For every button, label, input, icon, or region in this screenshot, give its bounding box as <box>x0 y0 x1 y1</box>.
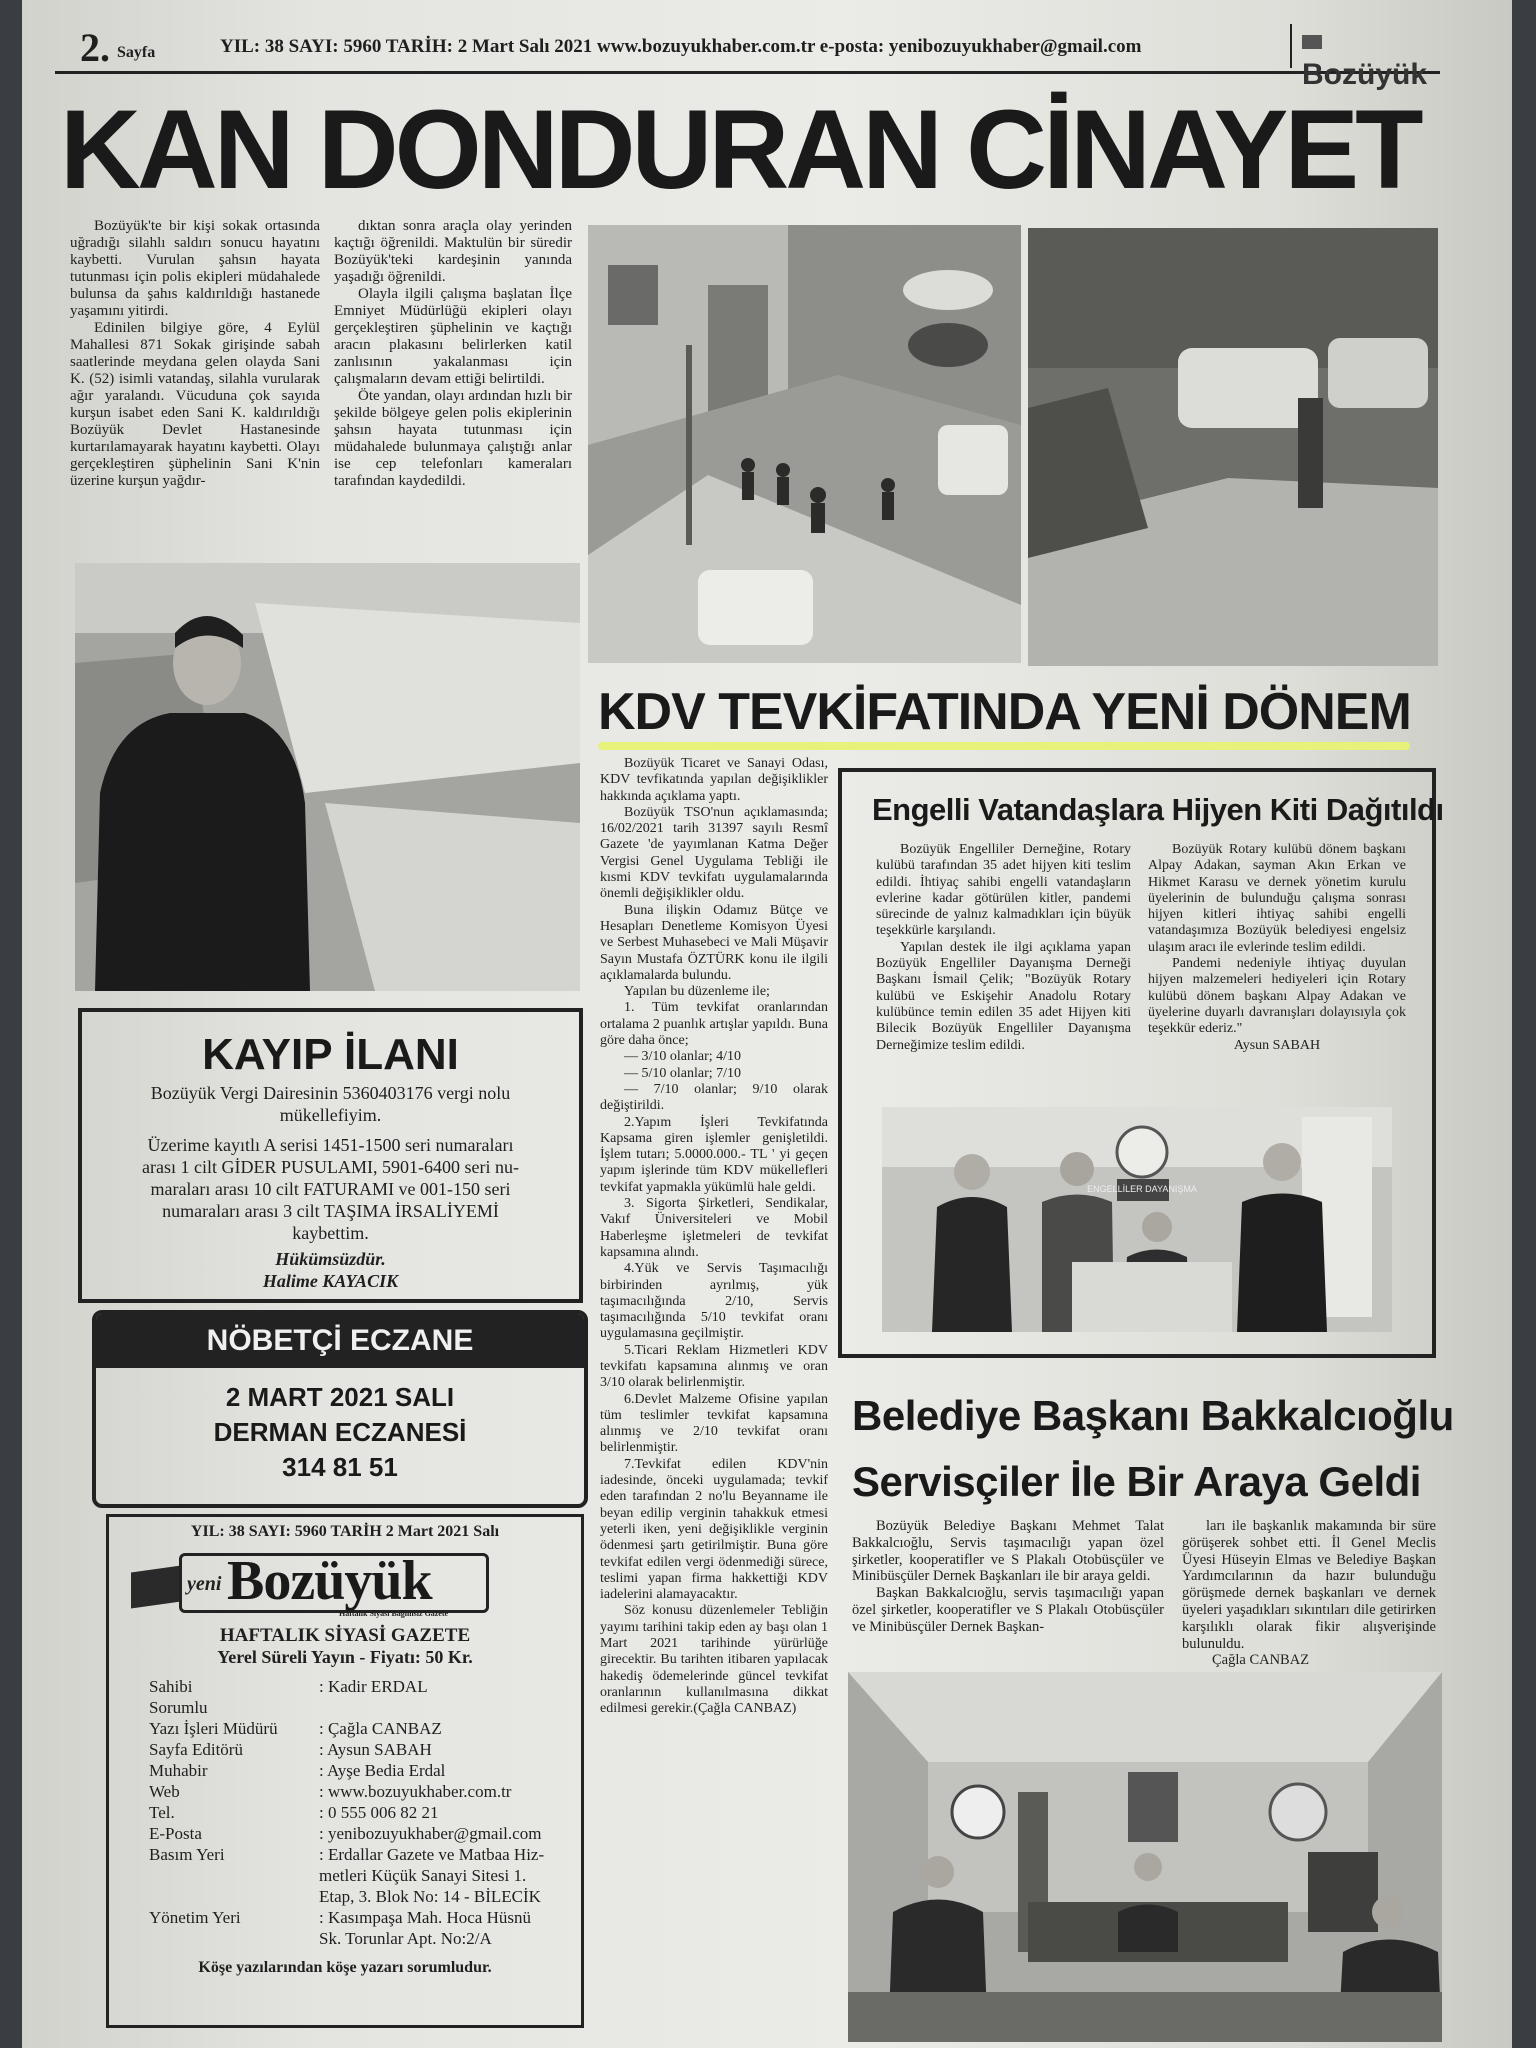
kdv-headline: KDV TEVKİFATINDA YENİ DÖNEM <box>598 683 1411 741</box>
paragraph: 5.Ticari Reklam Hizmetleri KDV tevkifatı kapsamına alınmış ve oran 3/10 olarak belirlenmiştir. <box>600 1342 828 1391</box>
pharmacy-title: NÖBETÇİ ECZANE <box>96 1314 584 1368</box>
lost-notice-title: KAYIP İLANI <box>202 1030 459 1079</box>
notice-line: Bozüyük Vergi Dairesinin 5360403176 vergi nolu <box>150 1083 511 1103</box>
paragraph: Başkan Bakkalcıoğlu, servis taşımacılığı yapan özel şirketler, kooperatifler ve S Plakalı Otobüsçüler ve Minibüsçüler Dernek Başkan- <box>852 1585 1164 1635</box>
mayor-headline-1: Belediye Başkanı Bakkalcıoğlu <box>852 1392 1454 1439</box>
victim-photo <box>75 563 580 991</box>
main-headline: KAN DONDURAN CİNAYET <box>60 87 1420 212</box>
paragraph: Buna ilişkin Odamız Bütçe ve Hesapları Denetleme Komisyon Üyesi ve Serbest Muhasebeci ve Mali Müşavir Sayın Mustafa ÖZTÜRK konu ile ilgili açıklamalarda bulundu. <box>600 902 828 983</box>
mayor-headline-2: Servisçiler İle Bir Araya Geldi <box>852 1458 1421 1505</box>
header-logo <box>1290 24 1440 91</box>
hygiene-article-box <box>838 768 1444 1358</box>
pharmacy-box <box>92 1310 588 1508</box>
kdv-column <box>600 756 828 1718</box>
hygiene-col2 <box>1148 842 1406 1054</box>
masthead-details <box>109 1676 581 1949</box>
main-story-col2 <box>334 218 572 490</box>
hygiene-headline: Engelli Vatandaşlara Hijyen Kiti Dağıtıldı <box>872 792 1444 827</box>
page-number: 2. <box>80 25 110 70</box>
paragraph: Pandemi nedeniyle ihtiyaç duyulan hijyen malzemeleri hediyeleri için Rotary kulübü dönem başkanı Alpay Adakan ve üyelerine duyarlı davranışları dolayısıyla çok teşekkür ederiz." <box>1148 956 1406 1037</box>
crime-scene-photo <box>588 225 1021 663</box>
notice-line: maraları arası 10 cilt FATURAMI ve 001-150 seri <box>150 1179 511 1199</box>
paragraph: 2.Yapım İşleri Tevkifatında Kapsama giren işlemler genişletildi. İşlem tutarı; 5.0000.000.- TL ' yi geçen yapım işlerinde tüm KDV mükellefleri tevkifat yapmakla yükümlü hale geldi. <box>600 1114 828 1195</box>
masthead-row: Web : www.bozuyukhaber.com.tr <box>149 1782 512 1801</box>
notice-line: Üzerime kayıtlı A serisi 1451-1500 seri numaraları <box>147 1135 514 1155</box>
masthead-row: Sahibi : Kadir ERDAL <box>149 1677 428 1696</box>
paragraph: 7.Tevkifat edilen KDV'nin iadesinde, önceki uygulamada; tevkif eden tarafından 2 no'lu Beyanname ile beyan edilip verginin tahakkuk etmesi yeterli iken, yeni değişiklikle verginin ödenmesi şartı getirilmiştir. Buna göre tevkifat edilen vergi ödenmediği sürece, teslimi yapan firma hakkettiği KDV iadelerini alamayacaktır. <box>600 1456 828 1603</box>
masthead-row: metleri Küçük Sanayi Sitesi 1. <box>319 1866 527 1885</box>
paragraph: — 3/10 olanlar; 4/10 <box>624 1049 742 1065</box>
mayor-col1 <box>852 1518 1164 1636</box>
meeting-photo <box>848 1672 1442 2042</box>
paragraph: — 5/10 olanlar; 7/10 <box>624 1065 742 1081</box>
masthead-box <box>106 1514 584 2028</box>
masthead-row: Basım Yeri : Erdallar Gazete ve Matbaa Hiz- <box>149 1845 545 1864</box>
logo-tagline: Haftalık Siyasi Bağımsız Gazete <box>339 1609 449 1618</box>
masthead-logo <box>109 1547 581 1625</box>
masthead-row: Etap, 3. Blok No: 14 - BİLECİK <box>319 1887 541 1906</box>
paragraph: Söz konusu düzenlemeler Tebliğin yayımı tarihini takip eden ay başı olan 1 Mart 2021 tarihinde yürürlüğe girecektir. Bu tarihten itibaren yapılacak hakediş ödemelerinde güncel tevkifat oranlarının kullanılmasına dikkat edilmesi gerekir.(Çağla CANBAZ) <box>600 1603 828 1717</box>
paragraph: Yapılan destek ile ilgi açıklama yapan Bozüyük Engelliler Dayanışma Derneği Başkanı İsmail Çelik; "Bozüyük Rotary kulübü ve Eskişehir Anadolu Rotary kulübünce temin edilen 35 adet Hijyen kiti Bilecik Bozüyük Engelliler Dayanışma Derneğimize teslim edildi. <box>876 939 1131 1053</box>
paragraph: 6.Devlet Malzeme Ofisine yapılan tüm teslimler tevkifat kapsamına alınmış ve 2/10 tevkifat oranı belirlenmiştir. <box>600 1391 828 1456</box>
notice-line: kaybettim. <box>292 1223 369 1243</box>
pharmacy-name: DERMAN ECZANESİ <box>213 1417 467 1447</box>
paragraph: Bozüyük Ticaret ve Sanayi Odası, KDV tevfikatında yapılan değişiklikler hakkında açıklama yaptı. <box>600 756 828 804</box>
byline: Çağla CANBAZ <box>1212 1652 1310 1669</box>
masthead-row: Muhabir : Ayşe Bedia Erdal <box>149 1761 446 1780</box>
main-story-col1 <box>70 218 320 490</box>
paragraph: Bozüyük Rotary kulübü dönem başkanı Alpay Adakan, sayman Akın Erkan ve Hikmet Karasu ve dernek yönetim kurulu üyelerinin de bulunduğu çalışma sonrası hijyen kitleri ihtiyaç sahibi engelli vatandaşımıza Bozüyük belediyesi engelsiz ulaşım aracı ile evlerinde teslim edildi. <box>1148 842 1406 955</box>
hygiene-col1 <box>876 842 1131 1054</box>
logo-text: Bozüyük <box>227 1550 432 1612</box>
pharmacy-phone: 314 81 51 <box>282 1452 398 1482</box>
sign-text: ENGELLİLER DAYANIŞMA <box>1087 1184 1197 1194</box>
flag-icon <box>131 1565 181 1608</box>
masthead-row: Yönetim Yeri : Kasımpaşa Mah. Hoca Hüsnü <box>149 1908 531 1927</box>
masthead-row: Sk. Torunlar Apt. No:2/A <box>319 1929 492 1948</box>
paragraph: 4.Yük ve Servis Taşımacılığı birbirinden ayrılmış, yük taşımacılığında 2/10, Servis taşımacılığında 5/10 tevkifat oranı uygulamasına geçilmiştir. <box>600 1261 828 1342</box>
masthead-row: Yazı İşleri Müdürü : Çağla CANBAZ <box>149 1719 442 1738</box>
paragraph: 3. Sigorta Şirketleri, Sendikalar, Vakıf Üniversiteleri ve Mobil Haberleşme işletmeleri de tevkifat kapsamına alındı. <box>600 1196 828 1260</box>
notice-line: arası 1 cilt GİDER PUSULAMI, 5901-6400 seri nu- <box>142 1157 519 1177</box>
notice-signature: Halime KAYACIK <box>262 1271 399 1291</box>
paragraph: Bozüyük Belediye Başkanı Mehmet Talat Bakkalcıoğlu, Servis taşımacılığı yapan özel şirketler, kooperatifler ve S Plakalı Otobüsçüler ve Minibüsçüler Dernek Başkanları ile bir araya geldi. <box>852 1518 1164 1585</box>
flag-icon <box>1302 35 1322 49</box>
masthead-price: Yerel Süreli Yayın - Fiyatı: 50 Kr. <box>217 1647 473 1667</box>
notice-line: Hükümsüzdür. <box>275 1249 386 1269</box>
paragraph: Edinilen bilgiye göre, 4 Eylül Mahallesi 871 Sokak girişinde sabah saatlerinde meydana gelen olayda Sani K. (52) isimli vatandaş, silahla vurularak ağır yaralandı. Vücuduna çok sayıda kurşun isabet eden Sani K. kaldırıldığı Bozüyük Devlet Hastanesinde kurtarılamayarak hayatını kaybetti. Olayı gerçekleştiren şüphelinin Sani K'nin üzerine kurşun yağdır- <box>70 320 320 489</box>
highlight-underline <box>598 742 1410 750</box>
masthead-row: Sayfa Editörü : Aysun SABAH <box>149 1740 432 1759</box>
hygiene-photo <box>882 1107 1392 1332</box>
video-still-photo <box>1028 228 1438 666</box>
page-header <box>55 22 1440 91</box>
paragraph: Öte yandan, olayı ardından hızlı bir şekilde bölgeye gelen polis ekiplerinin şahsın hayata tutunması için müdahalede bulunmaya çalıştığı anlar ise cep telefonları kameraları tarafından kaydedildi. <box>334 388 572 489</box>
mayor-col2 <box>1182 1518 1436 1669</box>
paragraph: Bozüyük'te bir kişi sokak ortasında uğradığı silahlı saldırı sonucu hayatını kaybetti. Vurulan şahsın hayata tutunması için polis ekipleri müdahalede bulunsa da şahıs kaldırıldığı hastanede yaşamını yitirdi. <box>70 218 320 319</box>
pharmacy-date: 2 MART 2021 SALI <box>225 1382 455 1412</box>
paragraph: 1. Tüm tevkifat oranlarından ortalama 2 puanlık artışlar yapıldı. Buna göre daha önce; <box>600 1000 828 1049</box>
paragraph: Olayla ilgili çalışma başlatan İlçe Emniyet Müdürlüğü ekipleri olayı gerçekleştiren şüphelinin ve kaçtığı aracın plakasını belirlerken katil zanlısının yakalanması için çalışmaların devam ettiği belirtildi. <box>334 286 572 387</box>
masthead-row: Sorumlu <box>149 1698 208 1717</box>
logo-prefix: yeni <box>187 1573 222 1595</box>
notice-line: numaraları arası 3 cilt TAŞIMA İRSALİYEMİ <box>162 1201 499 1221</box>
paragraph: ları ile başkanlık makamında bir süre görüşerek sohbet etti. İl Genel Meclis Üyesi Hüseyin Elmas ve Belediye Başkan Yardımcılarının da hazır bulunduğu görüşmede dernek başkanları ve dernek üyeleri yaşadıkları sıkıntıları dile getirirken karşılıklı olarak fikir alışverişinde bulunuldu. <box>1182 1518 1436 1652</box>
masthead-type: HAFTALIK SİYASİ GAZETE <box>219 1625 471 1646</box>
masthead-footer: Köşe yazılarından köşe yazarı sorumludur. <box>198 1959 492 1976</box>
lost-notice-box <box>78 1008 583 1303</box>
paragraph: dıktan sonra araçla olay yerinden kaçtığı öğrenildi. Maktulün bir süredir Bozüyük'teki kardeşinin yanında yaşadığı öğrenildi. <box>334 218 572 285</box>
issue-info: YIL: 38 SAYI: 5960 TARİH: 2 Mart Salı 2021 www.bozuyukhaber.com.tr e-posta: yenibozuyukhaber@gmail.com <box>220 36 1142 57</box>
header-logo-text: Bozüyük <box>1302 58 1428 91</box>
notice-line: mükellefiyim. <box>279 1105 382 1125</box>
paragraph: — 7/10 olanlar; 9/10 olarak değiştirildi. <box>600 1081 828 1114</box>
paragraph: Bozüyük Engelliler Derneğine, Rotary kulübü tarafından 35 adet hijyen kiti teslim edildi. İhtiyaç sahibi engelli vatandaşların evlerine kadar götürülen kitler, pandemi sürecinde de yalnız kalmadıkları için büyük teşekkürle karşılandı. <box>876 842 1131 939</box>
byline: Aysun SABAH <box>1233 1037 1321 1053</box>
page-label: Sayfa <box>117 44 156 61</box>
masthead-issue: YIL: 38 SAYI: 5960 TARİH 2 Mart 2021 Salı <box>190 1523 500 1540</box>
masthead-row: E-Posta : yenibozuyukhaber@gmail.com <box>149 1824 542 1843</box>
paragraph: Bozüyük TSO'nun açıklamasında; 16/02/2021 tarih 31397 sayılı Resmî Gazete 'de yayımlanan Katma Değer Vergisi Genel Uygulama Tebliği ile kısmi KDV tevkifatı uygulamalarında önemli değişiklikler oldu. <box>600 804 828 902</box>
paragraph: Yapılan bu düzenleme ile; <box>624 984 770 1000</box>
masthead-row: Tel. : 0 555 006 82 21 <box>149 1803 439 1822</box>
